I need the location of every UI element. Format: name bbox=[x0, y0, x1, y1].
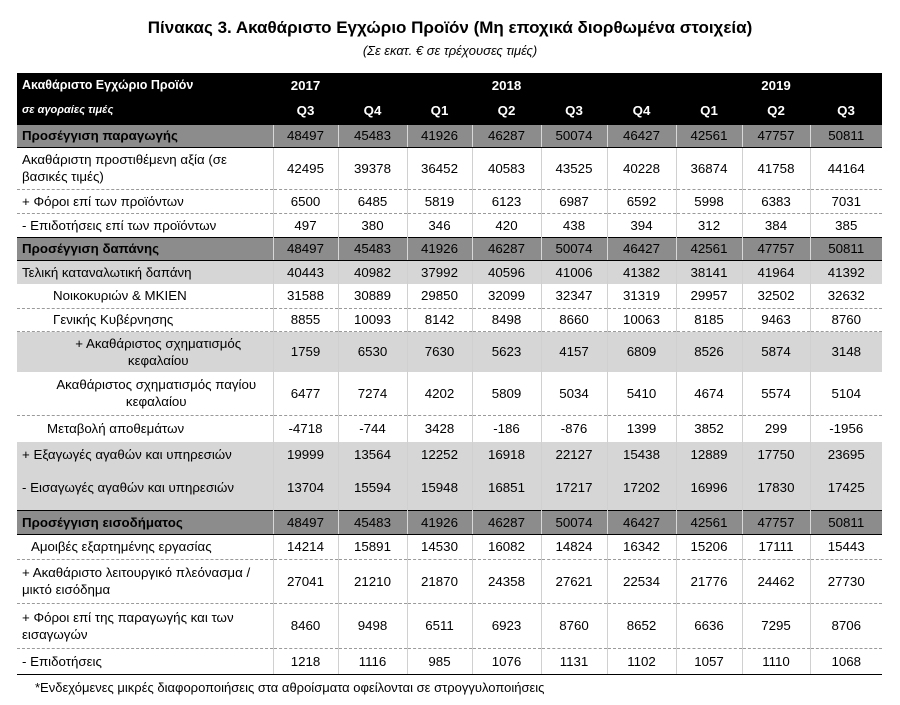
cell-value: 6485 bbox=[338, 189, 407, 213]
cell-value: 5998 bbox=[676, 189, 742, 213]
header-quarter: Q3 bbox=[273, 97, 338, 124]
cell-value: 31588 bbox=[273, 284, 338, 308]
header-label: Ακαθάριστο Εγχώριο Προϊόν bbox=[17, 73, 273, 97]
cell-value: 12252 bbox=[407, 442, 472, 466]
cell-value: 15891 bbox=[338, 534, 407, 559]
row-label: - Επιδοτήσεις bbox=[17, 648, 273, 674]
cell-value: 27041 bbox=[273, 559, 338, 603]
row-label: + Ακαθάριστο λειτουργικό πλεόνασμα / μικτό εισόδημα bbox=[17, 559, 273, 603]
cell-value: 46427 bbox=[607, 510, 676, 534]
cell-value: 7295 bbox=[742, 603, 810, 648]
cell-value: 1110 bbox=[742, 648, 810, 674]
cell-value: 5623 bbox=[472, 331, 541, 372]
cell-value: 50074 bbox=[541, 237, 607, 260]
header-quarter: Q1 bbox=[407, 97, 472, 124]
cell-value: -4718 bbox=[273, 415, 338, 442]
gdp-table bbox=[17, 73, 882, 675]
cell-value: 1057 bbox=[676, 648, 742, 674]
row-label: Αμοιβές εξαρτημένης εργασίας bbox=[17, 534, 273, 559]
cell-value: 40596 bbox=[472, 260, 541, 284]
cell-value: 14214 bbox=[273, 534, 338, 559]
cell-value: 6477 bbox=[273, 372, 338, 415]
table-row bbox=[17, 331, 882, 372]
cell-value: 15206 bbox=[676, 534, 742, 559]
cell-value: 32099 bbox=[472, 284, 541, 308]
table-row bbox=[17, 284, 882, 308]
cell-value: 40443 bbox=[273, 260, 338, 284]
table-title: Πίνακας 3. Ακαθάριστο Εγχώριο Προϊόν (Μη εποχικά διορθωμένα στοιχεία) bbox=[147, 18, 753, 37]
cell-value: 27621 bbox=[541, 559, 607, 603]
cell-value: 17830 bbox=[742, 466, 810, 510]
cell-value: 8660 bbox=[541, 308, 607, 331]
cell-value: 45483 bbox=[338, 237, 407, 260]
cell-value: 16918 bbox=[472, 442, 541, 466]
cell-value: 8760 bbox=[541, 603, 607, 648]
cell-value: 41382 bbox=[607, 260, 676, 284]
cell-value: 9498 bbox=[338, 603, 407, 648]
cell-value: 41926 bbox=[407, 510, 472, 534]
cell-value: 50074 bbox=[541, 124, 607, 147]
cell-value: 48497 bbox=[273, 510, 338, 534]
cell-value: 438 bbox=[541, 213, 607, 237]
cell-value: 7031 bbox=[810, 189, 882, 213]
table-row bbox=[17, 442, 882, 466]
table-row bbox=[17, 260, 882, 284]
cell-value: 50811 bbox=[810, 510, 882, 534]
row-label: Νοικοκυριών & ΜΚΙΕΝ bbox=[17, 284, 273, 308]
table-row bbox=[17, 603, 882, 648]
cell-value: 6592 bbox=[607, 189, 676, 213]
cell-value: 8142 bbox=[407, 308, 472, 331]
row-label: Προσέγγιση παραγωγής bbox=[17, 124, 273, 147]
cell-value: -186 bbox=[472, 415, 541, 442]
header-quarter-row bbox=[17, 97, 882, 124]
table-row bbox=[17, 213, 882, 237]
cell-value: 497 bbox=[273, 213, 338, 237]
table-row bbox=[17, 559, 882, 603]
cell-value: 13564 bbox=[338, 442, 407, 466]
cell-value: 12889 bbox=[676, 442, 742, 466]
cell-value: 8185 bbox=[676, 308, 742, 331]
cell-value: 346 bbox=[407, 213, 472, 237]
cell-value: 8498 bbox=[472, 308, 541, 331]
table-row bbox=[17, 189, 882, 213]
cell-value: 16082 bbox=[472, 534, 541, 559]
cell-value: 7630 bbox=[407, 331, 472, 372]
cell-value: 40583 bbox=[472, 147, 541, 189]
footnote: *Ενδεχόμενες μικρές διαφοροποιήσεις στα αθροίσματα οφείλονται σε στρογγυλοποιήσεις bbox=[35, 680, 545, 695]
cell-value: 420 bbox=[472, 213, 541, 237]
section-row bbox=[17, 237, 882, 260]
section-row bbox=[17, 124, 882, 147]
cell-value: 38141 bbox=[676, 260, 742, 284]
cell-value: 42561 bbox=[676, 510, 742, 534]
header-quarter: Q2 bbox=[742, 97, 810, 124]
header-quarter: Q1 bbox=[676, 97, 742, 124]
cell-value: 8652 bbox=[607, 603, 676, 648]
cell-value: 3148 bbox=[810, 331, 882, 372]
cell-value: 42561 bbox=[676, 124, 742, 147]
cell-value: 10063 bbox=[607, 308, 676, 331]
header-quarter: Q3 bbox=[541, 97, 607, 124]
cell-value: 48497 bbox=[273, 124, 338, 147]
cell-value: 384 bbox=[742, 213, 810, 237]
cell-value: -876 bbox=[541, 415, 607, 442]
cell-value: 44164 bbox=[810, 147, 882, 189]
cell-value: 6530 bbox=[338, 331, 407, 372]
cell-value: 46287 bbox=[472, 124, 541, 147]
cell-value: 48497 bbox=[273, 237, 338, 260]
cell-value: 16851 bbox=[472, 466, 541, 510]
cell-value: 32632 bbox=[810, 284, 882, 308]
row-label: Τελική καταναλωτική δαπάνη bbox=[17, 260, 273, 284]
cell-value: 50811 bbox=[810, 124, 882, 147]
cell-value: 5104 bbox=[810, 372, 882, 415]
cell-value: 10093 bbox=[338, 308, 407, 331]
cell-value: 380 bbox=[338, 213, 407, 237]
header-year: 2019 bbox=[742, 73, 810, 97]
cell-value: 3852 bbox=[676, 415, 742, 442]
table-row bbox=[17, 415, 882, 442]
header-quarter: Q2 bbox=[472, 97, 541, 124]
table-subtitle: (Σε εκατ. € σε τρέχουσες τιμές) bbox=[362, 43, 538, 58]
table-row bbox=[17, 648, 882, 674]
cell-value: 1399 bbox=[607, 415, 676, 442]
cell-value: 29850 bbox=[407, 284, 472, 308]
cell-value: 385 bbox=[810, 213, 882, 237]
table-row bbox=[17, 147, 882, 189]
cell-value: 41758 bbox=[742, 147, 810, 189]
cell-value: 6123 bbox=[472, 189, 541, 213]
cell-value: 17111 bbox=[742, 534, 810, 559]
cell-value: 21870 bbox=[407, 559, 472, 603]
cell-value: 23695 bbox=[810, 442, 882, 466]
cell-value: 24462 bbox=[742, 559, 810, 603]
cell-value: 24358 bbox=[472, 559, 541, 603]
cell-value: 19999 bbox=[273, 442, 338, 466]
cell-value: 43525 bbox=[541, 147, 607, 189]
cell-value: 1076 bbox=[472, 648, 541, 674]
cell-value: 47757 bbox=[742, 510, 810, 534]
cell-value: 47757 bbox=[742, 124, 810, 147]
cell-value: 32502 bbox=[742, 284, 810, 308]
cell-value: 9463 bbox=[742, 308, 810, 331]
cell-value: 5819 bbox=[407, 189, 472, 213]
cell-value: 8760 bbox=[810, 308, 882, 331]
cell-value: 5034 bbox=[541, 372, 607, 415]
cell-value: 27730 bbox=[810, 559, 882, 603]
cell-value: 394 bbox=[607, 213, 676, 237]
row-label: Μεταβολή αποθεμάτων bbox=[47, 421, 185, 437]
cell-value: 45483 bbox=[338, 510, 407, 534]
header-quarter: Q4 bbox=[338, 97, 407, 124]
cell-value: 8526 bbox=[676, 331, 742, 372]
row-label: Ακαθάριστος σχηματισμός παγίου κεφαλαίου bbox=[17, 372, 273, 415]
row-label: + Εξαγωγές αγαθών και υπηρεσιών bbox=[17, 442, 273, 466]
cell-value: 37992 bbox=[407, 260, 472, 284]
cell-value: 15948 bbox=[407, 466, 472, 510]
cell-value: 41926 bbox=[407, 124, 472, 147]
cell-value: 29957 bbox=[676, 284, 742, 308]
cell-value: 1218 bbox=[273, 648, 338, 674]
cell-value: 17425 bbox=[810, 466, 882, 510]
header-year-row bbox=[17, 73, 882, 97]
row-label: - Επιδοτήσεις επί των προϊόντων bbox=[22, 217, 217, 233]
row-label: Προσέγγιση εισοδήματος bbox=[17, 510, 273, 534]
cell-value: 13704 bbox=[273, 466, 338, 510]
row-label: Γενικής Κυβέρνησης bbox=[17, 308, 273, 331]
cell-value: 3428 bbox=[407, 415, 472, 442]
cell-value: -744 bbox=[338, 415, 407, 442]
cell-value: 21776 bbox=[676, 559, 742, 603]
cell-value: 31319 bbox=[607, 284, 676, 308]
cell-value: 15438 bbox=[607, 442, 676, 466]
cell-value: 40982 bbox=[338, 260, 407, 284]
cell-value: 15443 bbox=[810, 534, 882, 559]
table-row bbox=[17, 308, 882, 331]
cell-value: 32347 bbox=[541, 284, 607, 308]
cell-value: 5809 bbox=[472, 372, 541, 415]
cell-value: 46427 bbox=[607, 124, 676, 147]
cell-value: 16342 bbox=[607, 534, 676, 559]
cell-value: 4157 bbox=[541, 331, 607, 372]
row-label: Προσέγγιση δαπάνης bbox=[17, 237, 273, 260]
cell-value: 5410 bbox=[607, 372, 676, 415]
cell-value: 36874 bbox=[676, 147, 742, 189]
cell-value: 6511 bbox=[407, 603, 472, 648]
cell-value: 17217 bbox=[541, 466, 607, 510]
cell-value: 6383 bbox=[742, 189, 810, 213]
cell-value: 46287 bbox=[472, 510, 541, 534]
cell-value: 14824 bbox=[541, 534, 607, 559]
cell-value: 47757 bbox=[742, 237, 810, 260]
cell-value: 42495 bbox=[273, 147, 338, 189]
row-label: - Εισαγωγές αγαθών και υπηρεσιών bbox=[17, 466, 273, 510]
cell-value: 41964 bbox=[742, 260, 810, 284]
cell-value: 22127 bbox=[541, 442, 607, 466]
row-label: Ακαθάριστη προστιθέμενη αξία (σε βασικές τιμές) bbox=[17, 147, 273, 189]
cell-value: 1131 bbox=[541, 648, 607, 674]
header-sublabel: σε αγοραίες τιμές bbox=[17, 97, 273, 124]
cell-value: 42561 bbox=[676, 237, 742, 260]
cell-value: 21210 bbox=[338, 559, 407, 603]
cell-value: 6923 bbox=[472, 603, 541, 648]
cell-value: 4674 bbox=[676, 372, 742, 415]
cell-value: 8460 bbox=[273, 603, 338, 648]
table-row bbox=[17, 534, 882, 559]
cell-value: 985 bbox=[407, 648, 472, 674]
cell-value: 6987 bbox=[541, 189, 607, 213]
cell-value: 41926 bbox=[407, 237, 472, 260]
cell-value: 17750 bbox=[742, 442, 810, 466]
cell-value: 8855 bbox=[273, 308, 338, 331]
cell-value: 312 bbox=[676, 213, 742, 237]
cell-value: 1068 bbox=[810, 648, 882, 674]
cell-value: 40228 bbox=[607, 147, 676, 189]
cell-value: 41392 bbox=[810, 260, 882, 284]
cell-value: 7274 bbox=[338, 372, 407, 415]
header-year: 2018 bbox=[472, 73, 541, 97]
cell-value: 15594 bbox=[338, 466, 407, 510]
cell-value: 4202 bbox=[407, 372, 472, 415]
cell-value: 5574 bbox=[742, 372, 810, 415]
cell-value: 1102 bbox=[607, 648, 676, 674]
row-label: + Φόροι επί της παραγωγής και των εισαγωγών bbox=[17, 603, 273, 648]
cell-value: 39378 bbox=[338, 147, 407, 189]
cell-value: 46287 bbox=[472, 237, 541, 260]
cell-value: -1956 bbox=[810, 415, 882, 442]
cell-value: 8706 bbox=[810, 603, 882, 648]
row-label: + Φόροι επί των προϊόντων bbox=[17, 189, 273, 213]
header-year: 2017 bbox=[273, 73, 338, 97]
cell-value: 6636 bbox=[676, 603, 742, 648]
table-row bbox=[17, 466, 882, 510]
row-label: + Ακαθάριστος σχηματισμός κεφαλαίου bbox=[17, 331, 273, 372]
cell-value: 30889 bbox=[338, 284, 407, 308]
cell-value: 1759 bbox=[273, 331, 338, 372]
cell-value: 1116 bbox=[338, 648, 407, 674]
cell-value: 45483 bbox=[338, 124, 407, 147]
cell-value: 46427 bbox=[607, 237, 676, 260]
section-row bbox=[17, 510, 882, 534]
cell-value: 16996 bbox=[676, 466, 742, 510]
cell-value: 299 bbox=[742, 415, 810, 442]
cell-value: 22534 bbox=[607, 559, 676, 603]
cell-value: 36452 bbox=[407, 147, 472, 189]
cell-value: 14530 bbox=[407, 534, 472, 559]
cell-value: 6500 bbox=[273, 189, 338, 213]
cell-value: 50074 bbox=[541, 510, 607, 534]
cell-value: 41006 bbox=[541, 260, 607, 284]
header-quarter: Q3 bbox=[810, 97, 882, 124]
table-row bbox=[17, 372, 882, 415]
cell-value: 5874 bbox=[742, 331, 810, 372]
cell-value: 50811 bbox=[810, 237, 882, 260]
cell-value: 17202 bbox=[607, 466, 676, 510]
header-quarter: Q4 bbox=[607, 97, 676, 124]
cell-value: 6809 bbox=[607, 331, 676, 372]
